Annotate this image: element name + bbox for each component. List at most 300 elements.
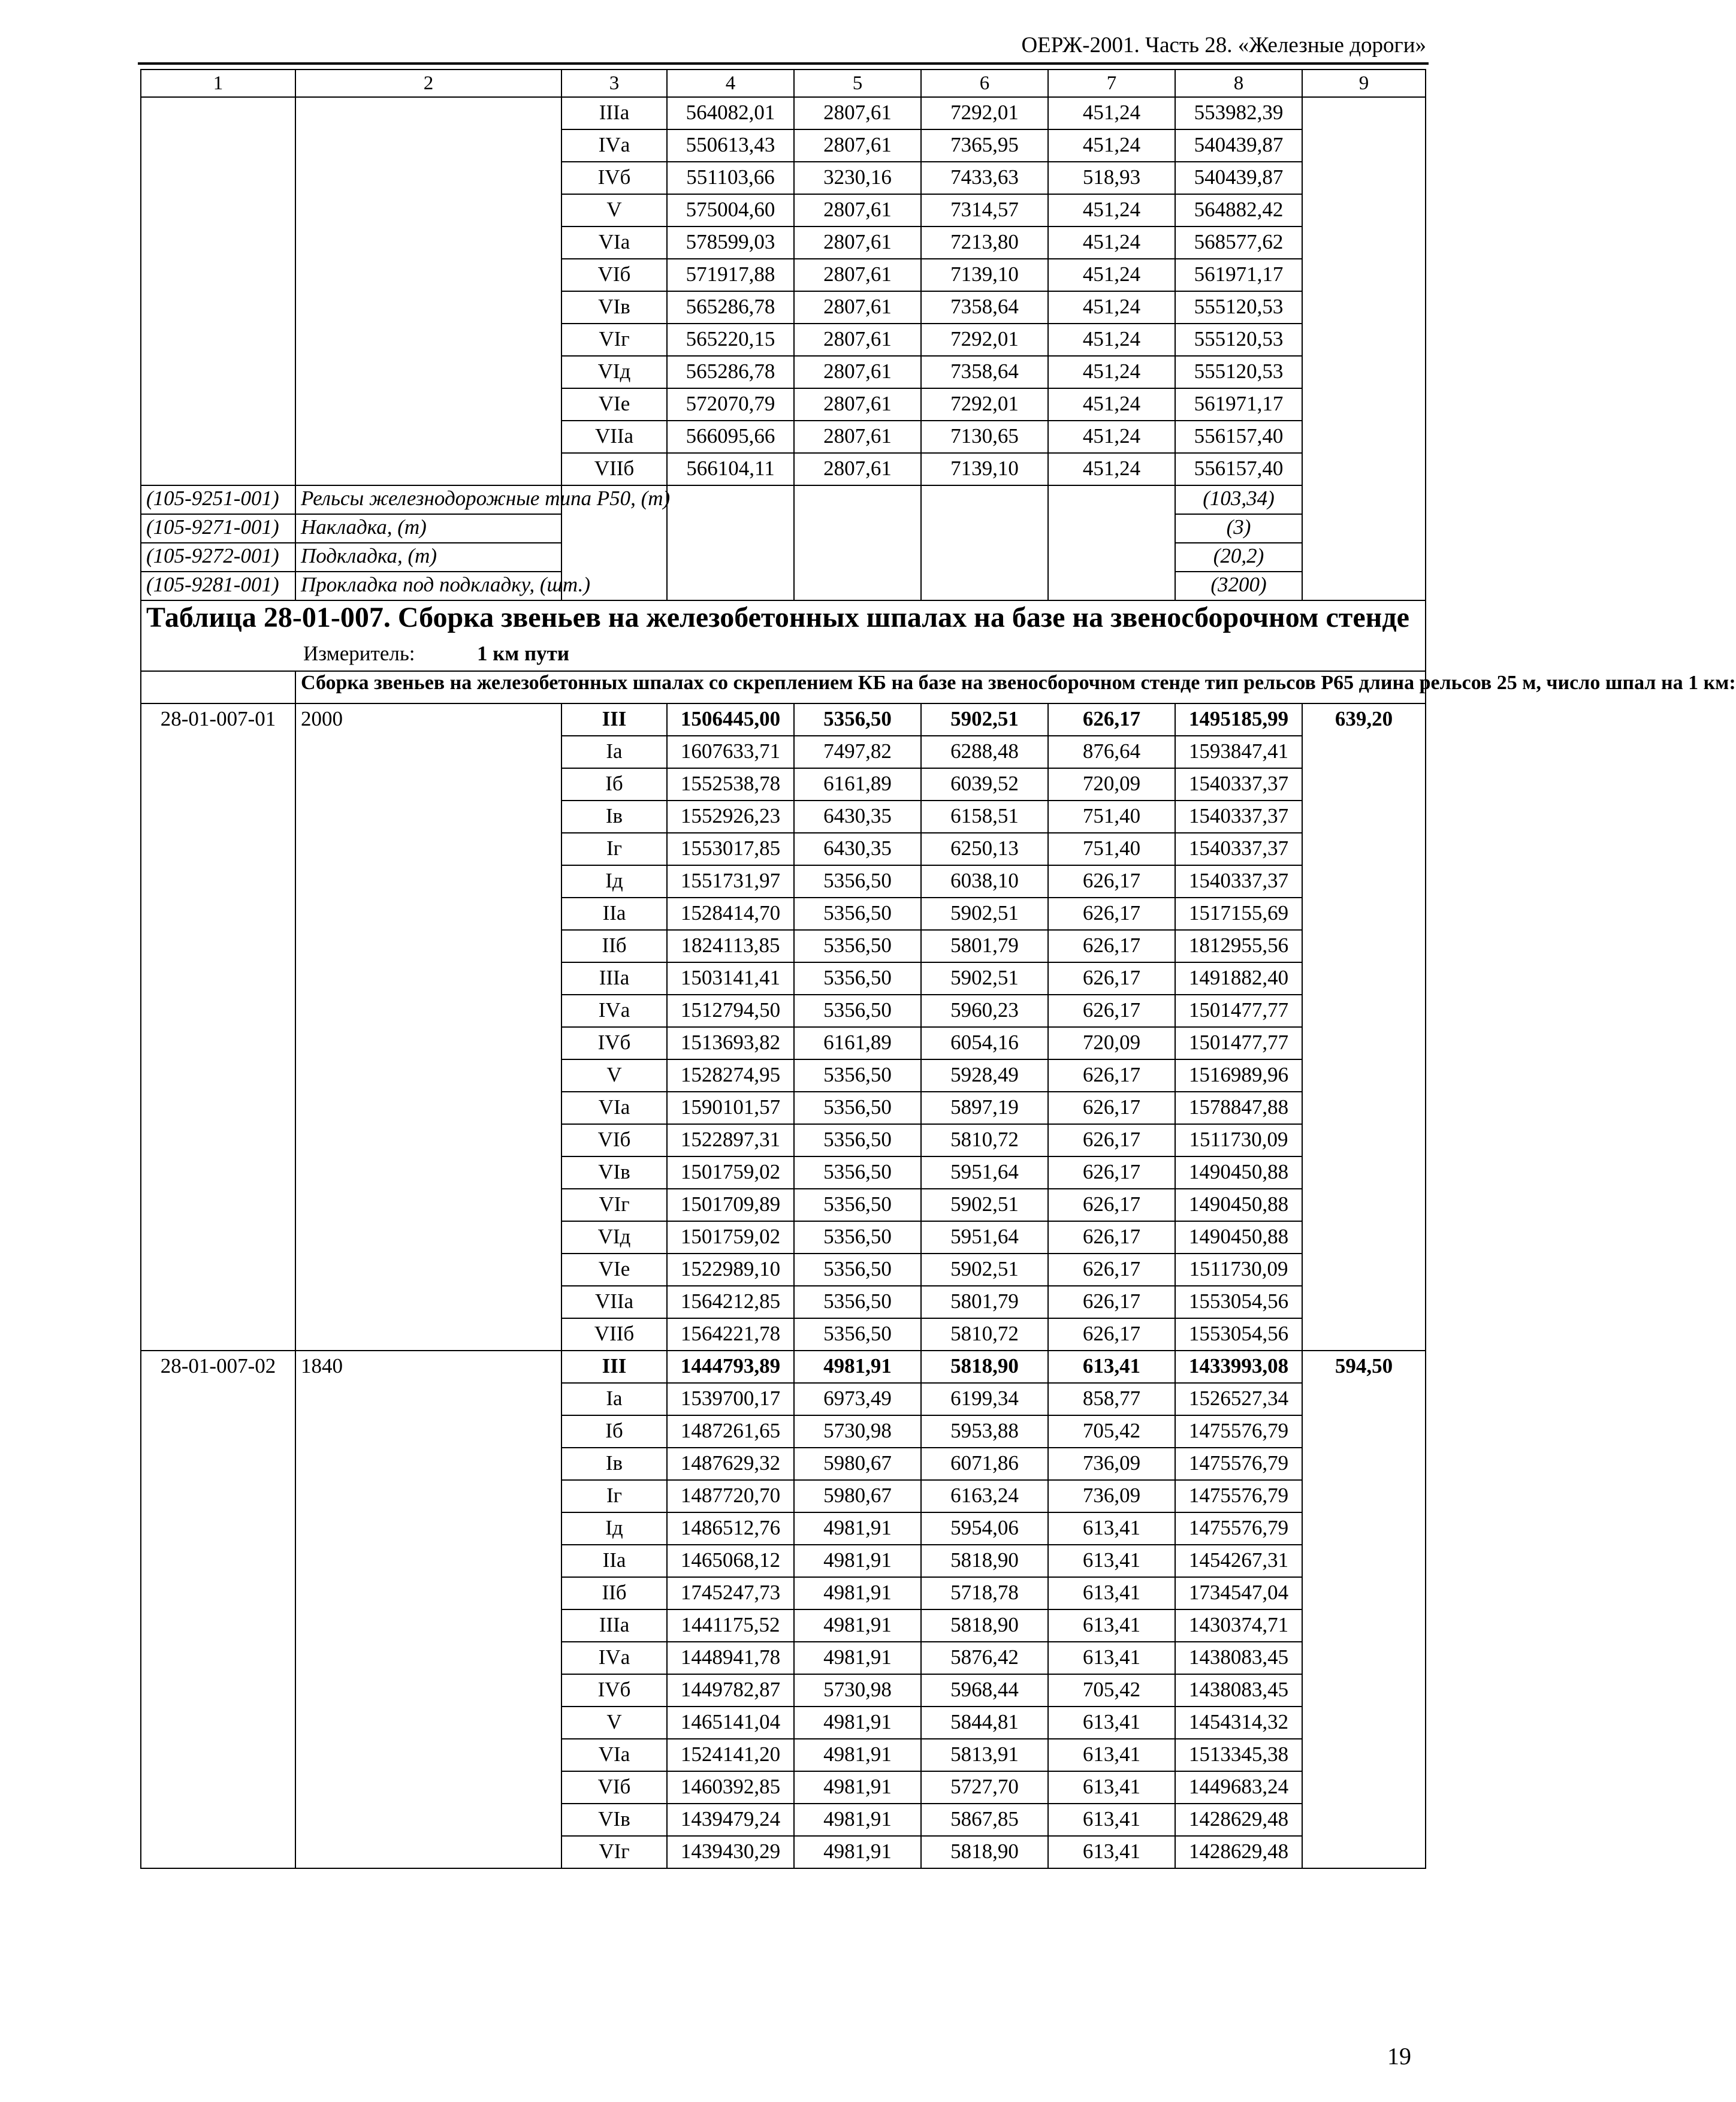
price-table: [140, 69, 1736, 1869]
value-cell: 626,17: [1048, 995, 1175, 1027]
value-cell: 6054,16: [921, 1027, 1048, 1059]
value-cell: 6039,52: [921, 768, 1048, 801]
value-cell: 876,64: [1048, 736, 1175, 768]
region-cell: IIIа: [561, 1609, 667, 1642]
region-cell: IIIа: [561, 97, 667, 129]
value-cell: 5818,90: [921, 1545, 1048, 1577]
column-number: 4: [667, 70, 794, 97]
value-cell: 5730,98: [794, 1674, 921, 1707]
value-cell: 5951,64: [921, 1156, 1048, 1189]
value-cell: 7130,65: [921, 421, 1048, 453]
region-cell: VIIа: [561, 1286, 667, 1318]
value-cell: 565220,15: [667, 324, 794, 356]
value-cell: 1428629,48: [1175, 1836, 1302, 1868]
value-cell: 5818,90: [921, 1836, 1048, 1868]
value-cell: 7292,01: [921, 324, 1048, 356]
region-cell: IVа: [561, 129, 667, 162]
value-cell: 6430,35: [794, 801, 921, 833]
value-cell: 566095,66: [667, 421, 794, 453]
value-cell: 561971,17: [1175, 388, 1302, 421]
value-cell: 5813,91: [921, 1739, 1048, 1771]
value-cell: 2807,61: [794, 324, 921, 356]
value-cell: 2807,61: [794, 388, 921, 421]
value-cell: 1812955,56: [1175, 930, 1302, 962]
page-number: 19: [1387, 2043, 1411, 2070]
value-cell: 613,41: [1048, 1609, 1175, 1642]
empty-cell: [667, 543, 794, 572]
value-cell: 2807,61: [794, 97, 921, 129]
value-cell: 1490450,88: [1175, 1156, 1302, 1189]
value-cell: 613,41: [1048, 1577, 1175, 1609]
value-cell: 1553017,85: [667, 833, 794, 865]
value-cell: 5727,70: [921, 1771, 1048, 1804]
value-cell: 6038,10: [921, 865, 1048, 898]
value-cell: 7139,10: [921, 259, 1048, 291]
value-cell: 5897,19: [921, 1092, 1048, 1124]
value-cell: 5356,50: [794, 865, 921, 898]
value-cell: 4981,91: [794, 1512, 921, 1545]
value-cell: 1491882,40: [1175, 962, 1302, 995]
value-cell: 451,24: [1048, 129, 1175, 162]
region-cell: IIIа: [561, 962, 667, 995]
value-cell: 626,17: [1048, 703, 1175, 736]
value-cell: 4981,91: [794, 1351, 921, 1383]
region-cell: Iа: [561, 1383, 667, 1415]
value-cell: 1540337,37: [1175, 801, 1302, 833]
value-cell: 1430374,71: [1175, 1609, 1302, 1642]
value-cell: 1475576,79: [1175, 1512, 1302, 1545]
value-cell: 5730,98: [794, 1415, 921, 1448]
value-cell: 5810,72: [921, 1124, 1048, 1156]
value-cell: 626,17: [1048, 1221, 1175, 1254]
resource-name: Накладка, (т): [295, 514, 561, 543]
region-cell: Iб: [561, 768, 667, 801]
value-cell: 568577,62: [1175, 226, 1302, 259]
value-cell: 1439479,24: [667, 1804, 794, 1836]
value-cell: 5356,50: [794, 1318, 921, 1351]
region-cell: IIб: [561, 930, 667, 962]
value-cell: 7139,10: [921, 453, 1048, 485]
value-cell: 7213,80: [921, 226, 1048, 259]
value-cell: 7292,01: [921, 388, 1048, 421]
value-cell: 5818,90: [921, 1351, 1048, 1383]
empty-cell: [921, 514, 1048, 543]
region-cell: VIб: [561, 259, 667, 291]
value-cell: 6250,13: [921, 833, 1048, 865]
value-cell: 1449683,24: [1175, 1771, 1302, 1804]
column-number: 1: [141, 70, 295, 97]
region-cell: VIв: [561, 1156, 667, 1189]
item-name: 1840: [295, 1351, 561, 1868]
value-cell: 1449782,87: [667, 1674, 794, 1707]
value-cell: 5801,79: [921, 1286, 1048, 1318]
value-cell: 6158,51: [921, 801, 1048, 833]
value-cell: 1475576,79: [1175, 1448, 1302, 1480]
region-cell: VIд: [561, 356, 667, 388]
column-number: 8: [1175, 70, 1302, 97]
empty-cell: [794, 572, 921, 600]
value-cell: 1454314,32: [1175, 1707, 1302, 1739]
value-cell: 1444793,89: [667, 1351, 794, 1383]
region-cell: IIб: [561, 1577, 667, 1609]
region-cell: VIв: [561, 291, 667, 324]
value-cell: 4981,91: [794, 1609, 921, 1642]
empty-cell: [1048, 514, 1175, 543]
region-cell: VIе: [561, 388, 667, 421]
region-cell: VIв: [561, 1804, 667, 1836]
value-cell: 626,17: [1048, 1092, 1175, 1124]
labor-cell: [1302, 97, 1426, 600]
column-number: 6: [921, 70, 1048, 97]
region-cell: Iг: [561, 833, 667, 865]
value-cell: 1745247,73: [667, 1577, 794, 1609]
value-cell: 7292,01: [921, 97, 1048, 129]
value-cell: 5980,67: [794, 1448, 921, 1480]
value-cell: 451,24: [1048, 421, 1175, 453]
measure-value: 1 км пути: [477, 642, 570, 665]
value-cell: 5844,81: [921, 1707, 1048, 1739]
value-cell: 2807,61: [794, 421, 921, 453]
value-cell: 5960,23: [921, 995, 1048, 1027]
value-cell: 626,17: [1048, 1189, 1175, 1221]
table-title-row: [141, 600, 1426, 671]
column-number: 5: [794, 70, 921, 97]
value-cell: 613,41: [1048, 1739, 1175, 1771]
empty-cell: [667, 514, 794, 543]
region-cell: VIIа: [561, 421, 667, 453]
empty-cell: [794, 543, 921, 572]
value-cell: 736,09: [1048, 1448, 1175, 1480]
value-cell: 5953,88: [921, 1415, 1048, 1448]
resource-value: (20,2): [1175, 543, 1302, 572]
value-cell: 2807,61: [794, 259, 921, 291]
value-cell: 626,17: [1048, 865, 1175, 898]
column-number: 3: [561, 70, 667, 97]
value-cell: 566104,11: [667, 453, 794, 485]
value-cell: 1513693,82: [667, 1027, 794, 1059]
value-cell: 540439,87: [1175, 129, 1302, 162]
empty-cell: [667, 485, 794, 514]
value-cell: 751,40: [1048, 833, 1175, 865]
value-cell: 561971,17: [1175, 259, 1302, 291]
value-cell: 1564221,78: [667, 1318, 794, 1351]
region-cell: VIб: [561, 1771, 667, 1804]
value-cell: 575004,60: [667, 194, 794, 226]
region-cell: V: [561, 1059, 667, 1092]
value-cell: 626,17: [1048, 1318, 1175, 1351]
value-cell: 6163,24: [921, 1480, 1048, 1512]
value-cell: 5356,50: [794, 1092, 921, 1124]
empty-cell: [561, 514, 667, 543]
value-cell: 1551731,97: [667, 865, 794, 898]
value-cell: 451,24: [1048, 324, 1175, 356]
value-cell: 7433,63: [921, 162, 1048, 194]
value-cell: 5801,79: [921, 930, 1048, 962]
value-cell: 4981,91: [794, 1739, 921, 1771]
value-cell: 5951,64: [921, 1221, 1048, 1254]
value-cell: 5356,50: [794, 995, 921, 1027]
value-cell: 555120,53: [1175, 356, 1302, 388]
resource-row: [141, 572, 1426, 600]
value-cell: 5356,50: [794, 1254, 921, 1286]
region-cell: VIд: [561, 1221, 667, 1254]
value-cell: 1465141,04: [667, 1707, 794, 1739]
region-cell: III: [561, 1351, 667, 1383]
page-header: ОЕРЖ-2001. Часть 28. «Железные дороги»: [1021, 33, 1426, 58]
value-cell: 1490450,88: [1175, 1189, 1302, 1221]
value-cell: 1540337,37: [1175, 865, 1302, 898]
empty-cell: [921, 485, 1048, 514]
value-cell: 1540337,37: [1175, 768, 1302, 801]
value-cell: 5718,78: [921, 1577, 1048, 1609]
value-cell: 1824113,85: [667, 930, 794, 962]
value-cell: 1528414,70: [667, 898, 794, 930]
region-cell: VIе: [561, 1254, 667, 1286]
value-cell: 1593847,41: [1175, 736, 1302, 768]
value-cell: 1516989,96: [1175, 1059, 1302, 1092]
value-cell: 613,41: [1048, 1804, 1175, 1836]
measure-line: [146, 635, 1420, 671]
value-cell: 451,24: [1048, 194, 1175, 226]
region-cell: VIг: [561, 324, 667, 356]
value-cell: 3230,16: [794, 162, 921, 194]
value-cell: 6430,35: [794, 833, 921, 865]
value-cell: 1460392,85: [667, 1771, 794, 1804]
value-cell: 7365,95: [921, 129, 1048, 162]
value-cell: 613,41: [1048, 1642, 1175, 1674]
value-cell: 4981,91: [794, 1804, 921, 1836]
value-cell: 451,24: [1048, 259, 1175, 291]
value-cell: 1487261,65: [667, 1415, 794, 1448]
empty-cell: [1048, 572, 1175, 600]
value-cell: 1495185,99: [1175, 703, 1302, 736]
item-code: 28-01-007-01: [141, 703, 295, 1351]
region-cell: V: [561, 194, 667, 226]
value-cell: 720,09: [1048, 1027, 1175, 1059]
region-cell: VIа: [561, 1092, 667, 1124]
value-cell: 2807,61: [794, 453, 921, 485]
value-cell: 1522989,10: [667, 1254, 794, 1286]
value-cell: 4981,91: [794, 1642, 921, 1674]
value-cell: 736,09: [1048, 1480, 1175, 1512]
value-cell: 1501759,02: [667, 1156, 794, 1189]
value-cell: 578599,03: [667, 226, 794, 259]
value-cell: 1553054,56: [1175, 1318, 1302, 1351]
value-cell: 2807,61: [794, 291, 921, 324]
empty-cell: [1048, 543, 1175, 572]
region-cell: IVб: [561, 1027, 667, 1059]
value-cell: 5902,51: [921, 1189, 1048, 1221]
value-cell: 1539700,17: [667, 1383, 794, 1415]
header-rule: [138, 62, 1429, 65]
value-cell: 551103,66: [667, 162, 794, 194]
value-cell: 5818,90: [921, 1609, 1048, 1642]
value-cell: 858,77: [1048, 1383, 1175, 1415]
value-cell: 5980,67: [794, 1480, 921, 1512]
value-cell: 705,42: [1048, 1415, 1175, 1448]
value-cell: 613,41: [1048, 1836, 1175, 1868]
value-cell: 1438083,45: [1175, 1674, 1302, 1707]
region-cell: VIIб: [561, 1318, 667, 1351]
empty-cell: [921, 543, 1048, 572]
resource-value: (3): [1175, 514, 1302, 543]
value-cell: 2807,61: [794, 226, 921, 259]
value-cell: 565286,78: [667, 356, 794, 388]
value-cell: 1511730,09: [1175, 1254, 1302, 1286]
value-cell: 626,17: [1048, 1124, 1175, 1156]
resource-value: (103,34): [1175, 485, 1302, 514]
resource-name: Прокладка под подкладку, (шт.): [295, 572, 561, 600]
value-cell: 1513345,38: [1175, 1739, 1302, 1771]
value-cell: 451,24: [1048, 291, 1175, 324]
value-cell: 1487720,70: [667, 1480, 794, 1512]
region-cell: Iа: [561, 736, 667, 768]
value-cell: 4981,91: [794, 1577, 921, 1609]
empty-cell: [561, 543, 667, 572]
subtitle-row: [141, 671, 1426, 703]
column-number-row: [141, 70, 1426, 97]
value-cell: 564882,42: [1175, 194, 1302, 226]
value-cell: 626,17: [1048, 1059, 1175, 1092]
value-cell: 553982,39: [1175, 97, 1302, 129]
table-row: [141, 97, 1426, 129]
value-cell: 1553054,56: [1175, 1286, 1302, 1318]
table-title: Таблица 28-01-007. Сборка звеньев на железобетонных шпалах на базе на звеносборочном стенде: [146, 602, 1409, 633]
value-cell: 1428629,48: [1175, 1804, 1302, 1836]
value-cell: 626,17: [1048, 1254, 1175, 1286]
value-cell: 1487629,32: [667, 1448, 794, 1480]
region-cell: V: [561, 1707, 667, 1739]
region-cell: IVа: [561, 1642, 667, 1674]
value-cell: 613,41: [1048, 1545, 1175, 1577]
value-cell: 1441175,52: [667, 1609, 794, 1642]
item-name: 2000: [295, 703, 561, 1351]
value-cell: 1552926,23: [667, 801, 794, 833]
code-cell: [141, 97, 295, 485]
value-cell: 1528274,95: [667, 1059, 794, 1092]
value-cell: 572070,79: [667, 388, 794, 421]
name-cell: [295, 97, 561, 485]
value-cell: 1607633,71: [667, 736, 794, 768]
resource-row: [141, 543, 1426, 572]
table-title-cell: [141, 600, 1426, 671]
value-cell: 5902,51: [921, 962, 1048, 995]
column-number: 9: [1302, 70, 1426, 97]
item-code: 28-01-007-02: [141, 1351, 295, 1868]
table-body: [141, 70, 1736, 1868]
region-cell: VIб: [561, 1124, 667, 1156]
value-cell: 5356,50: [794, 898, 921, 930]
value-cell: 1524141,20: [667, 1739, 794, 1771]
region-cell: IVб: [561, 1674, 667, 1707]
column-number: 2: [295, 70, 561, 97]
value-cell: 5356,50: [794, 1286, 921, 1318]
table-row: [141, 1351, 1426, 1383]
value-cell: 5902,51: [921, 898, 1048, 930]
value-cell: 6973,49: [794, 1383, 921, 1415]
value-cell: 7314,57: [921, 194, 1048, 226]
value-cell: 751,40: [1048, 801, 1175, 833]
empty-cell: [141, 671, 295, 703]
value-cell: 2807,61: [794, 129, 921, 162]
region-cell: Iд: [561, 865, 667, 898]
value-cell: 565286,78: [667, 291, 794, 324]
value-cell: 705,42: [1048, 1674, 1175, 1707]
value-cell: 1475576,79: [1175, 1480, 1302, 1512]
value-cell: 1503141,41: [667, 962, 794, 995]
value-cell: 5356,50: [794, 1189, 921, 1221]
value-cell: 1506445,00: [667, 703, 794, 736]
region-cell: Iб: [561, 1415, 667, 1448]
value-cell: 556157,40: [1175, 453, 1302, 485]
value-cell: 556157,40: [1175, 421, 1302, 453]
value-cell: 555120,53: [1175, 291, 1302, 324]
region-cell: IIа: [561, 898, 667, 930]
region-cell: VIг: [561, 1836, 667, 1868]
labor-cost: 639,20: [1302, 703, 1426, 1351]
resource-code: (105-9281-001): [141, 572, 295, 600]
value-cell: 2807,61: [794, 356, 921, 388]
resource-value: (3200): [1175, 572, 1302, 600]
value-cell: 451,24: [1048, 388, 1175, 421]
value-cell: 5928,49: [921, 1059, 1048, 1092]
value-cell: 5876,42: [921, 1642, 1048, 1674]
column-number: 7: [1048, 70, 1175, 97]
value-cell: 5356,50: [794, 1124, 921, 1156]
value-cell: 5954,06: [921, 1512, 1048, 1545]
resource-name: Рельсы железнодорожные типа Р50, (т): [295, 485, 561, 514]
value-cell: 1490450,88: [1175, 1221, 1302, 1254]
value-cell: 613,41: [1048, 1512, 1175, 1545]
value-cell: 6071,86: [921, 1448, 1048, 1480]
value-cell: 550613,43: [667, 129, 794, 162]
empty-cell: [794, 485, 921, 514]
value-cell: 7497,82: [794, 736, 921, 768]
region-cell: VIа: [561, 1739, 667, 1771]
value-cell: 1501759,02: [667, 1221, 794, 1254]
value-cell: 1501477,77: [1175, 1027, 1302, 1059]
value-cell: 1439430,29: [667, 1836, 794, 1868]
value-cell: 1465068,12: [667, 1545, 794, 1577]
value-cell: 5356,50: [794, 930, 921, 962]
measure-label: Измеритель:: [303, 642, 415, 665]
empty-cell: [667, 572, 794, 600]
empty-cell: [794, 514, 921, 543]
value-cell: 2807,61: [794, 194, 921, 226]
value-cell: 5867,85: [921, 1804, 1048, 1836]
value-cell: 6161,89: [794, 768, 921, 801]
region-cell: VIа: [561, 226, 667, 259]
value-cell: 1475576,79: [1175, 1415, 1302, 1448]
value-cell: 1486512,76: [667, 1512, 794, 1545]
resource-row: [141, 485, 1426, 514]
value-cell: 1454267,31: [1175, 1545, 1302, 1577]
value-cell: 1540337,37: [1175, 833, 1302, 865]
value-cell: 564082,01: [667, 97, 794, 129]
region-cell: III: [561, 703, 667, 736]
region-cell: Iв: [561, 801, 667, 833]
region-cell: Iв: [561, 1448, 667, 1480]
value-cell: 613,41: [1048, 1351, 1175, 1383]
value-cell: 518,93: [1048, 162, 1175, 194]
value-cell: 626,17: [1048, 898, 1175, 930]
value-cell: 6161,89: [794, 1027, 921, 1059]
value-cell: 5356,50: [794, 703, 921, 736]
value-cell: 5356,50: [794, 1059, 921, 1092]
resource-name: Подкладка, (т): [295, 543, 561, 572]
region-cell: Iд: [561, 1512, 667, 1545]
region-cell: VIг: [561, 1189, 667, 1221]
